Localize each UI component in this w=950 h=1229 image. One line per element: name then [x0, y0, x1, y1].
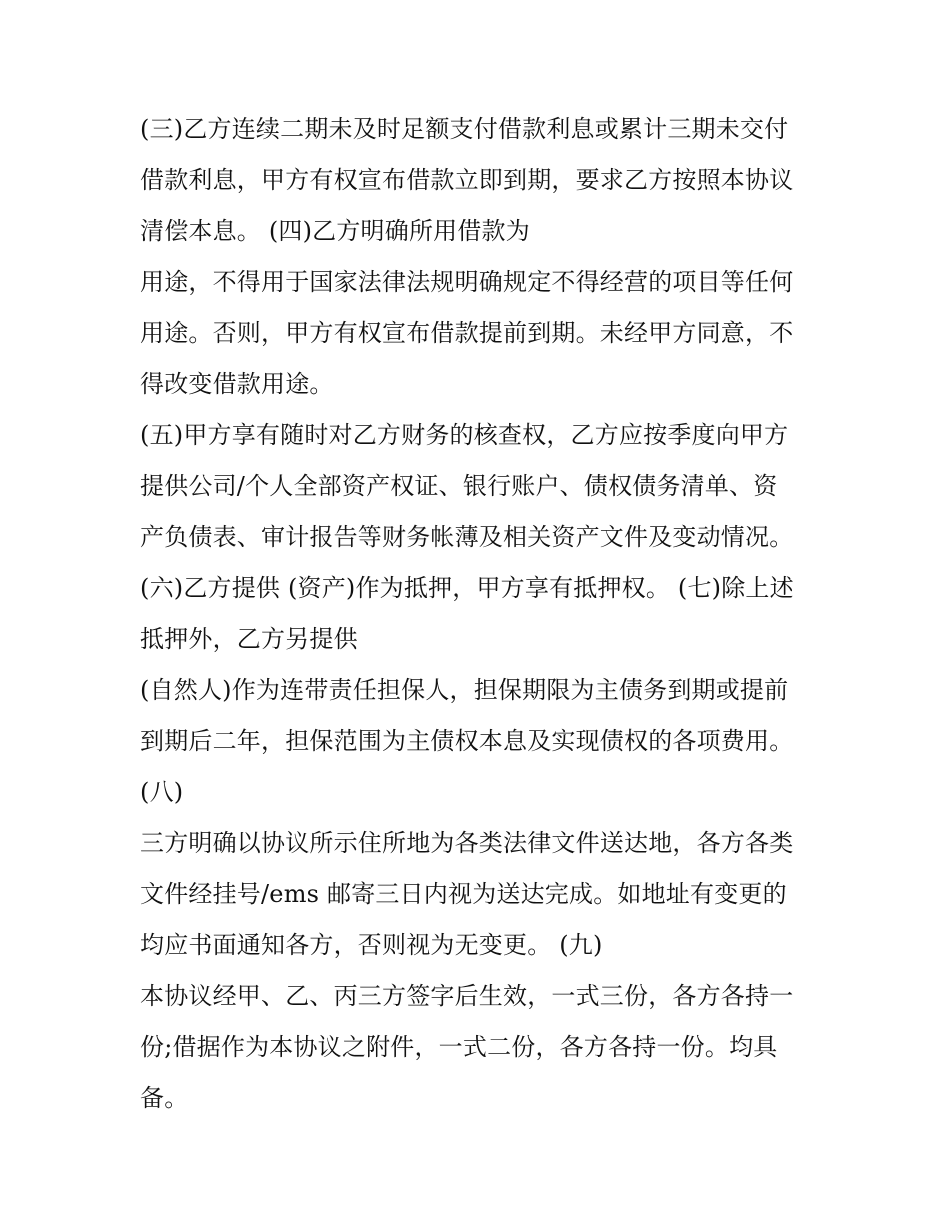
text-line: 得改变借款用途。 [140, 370, 334, 398]
text-line: 用途，不得用于国家法律法规明确规定不得经营的项目等任何 [140, 268, 794, 296]
text-line: 文件经挂号/ems 邮寄三日内视为送达完成。如地址有变更的 [140, 880, 787, 908]
text-line: 到期后二年，担保范围为主债权本息及实现债权的各项费用。 [140, 727, 794, 755]
document-body [140, 104, 830, 1124]
text-line: 份;借据作为本协议之附件，一式二份，各方各持一份。均具 [140, 1033, 778, 1061]
text-line: (五)甲方享有随时对乙方财务的核查权，乙方应按季度向甲方 [140, 421, 789, 449]
text-line: 借款利息，甲方有权宣布借款立即到期，要求乙方按照本协议 [140, 166, 794, 194]
text-line: 产负债表、审计报告等财务帐薄及相关资产文件及变动情况。 [140, 523, 794, 551]
text-line: 备。 [140, 1084, 189, 1112]
text-line: (三)乙方连续二期未及时足额支付借款利息或累计三期未交付 [140, 115, 789, 143]
text-line: (八) [140, 778, 184, 806]
text-line: 提供公司/个人全部资产权证、银行账户、债权债务清单、资 [140, 472, 778, 500]
text-line: 抵押外，乙方另提供 [140, 625, 358, 653]
text-line: 本协议经甲、乙、丙三方签字后生效，一式三份，各方各持一 [140, 982, 794, 1010]
text-line: 用途。否则，甲方有权宣布借款提前到期。未经甲方同意，不 [140, 319, 794, 347]
text-line: 清偿本息。 (四)乙方明确所用借款为 [140, 217, 530, 245]
text-line: 均应书面通知各方，否则视为无变更。 (九) [140, 931, 603, 959]
text-line: 三方明确以协议所示住所地为各类法律文件送达地，各方各类 [140, 829, 794, 857]
text-line: (六)乙方提供 (资产)作为抵押，甲方享有抵押权。 (七)除上述 [140, 574, 794, 602]
text-line: (自然人)作为连带责任担保人，担保期限为主债务到期或提前 [140, 676, 789, 704]
